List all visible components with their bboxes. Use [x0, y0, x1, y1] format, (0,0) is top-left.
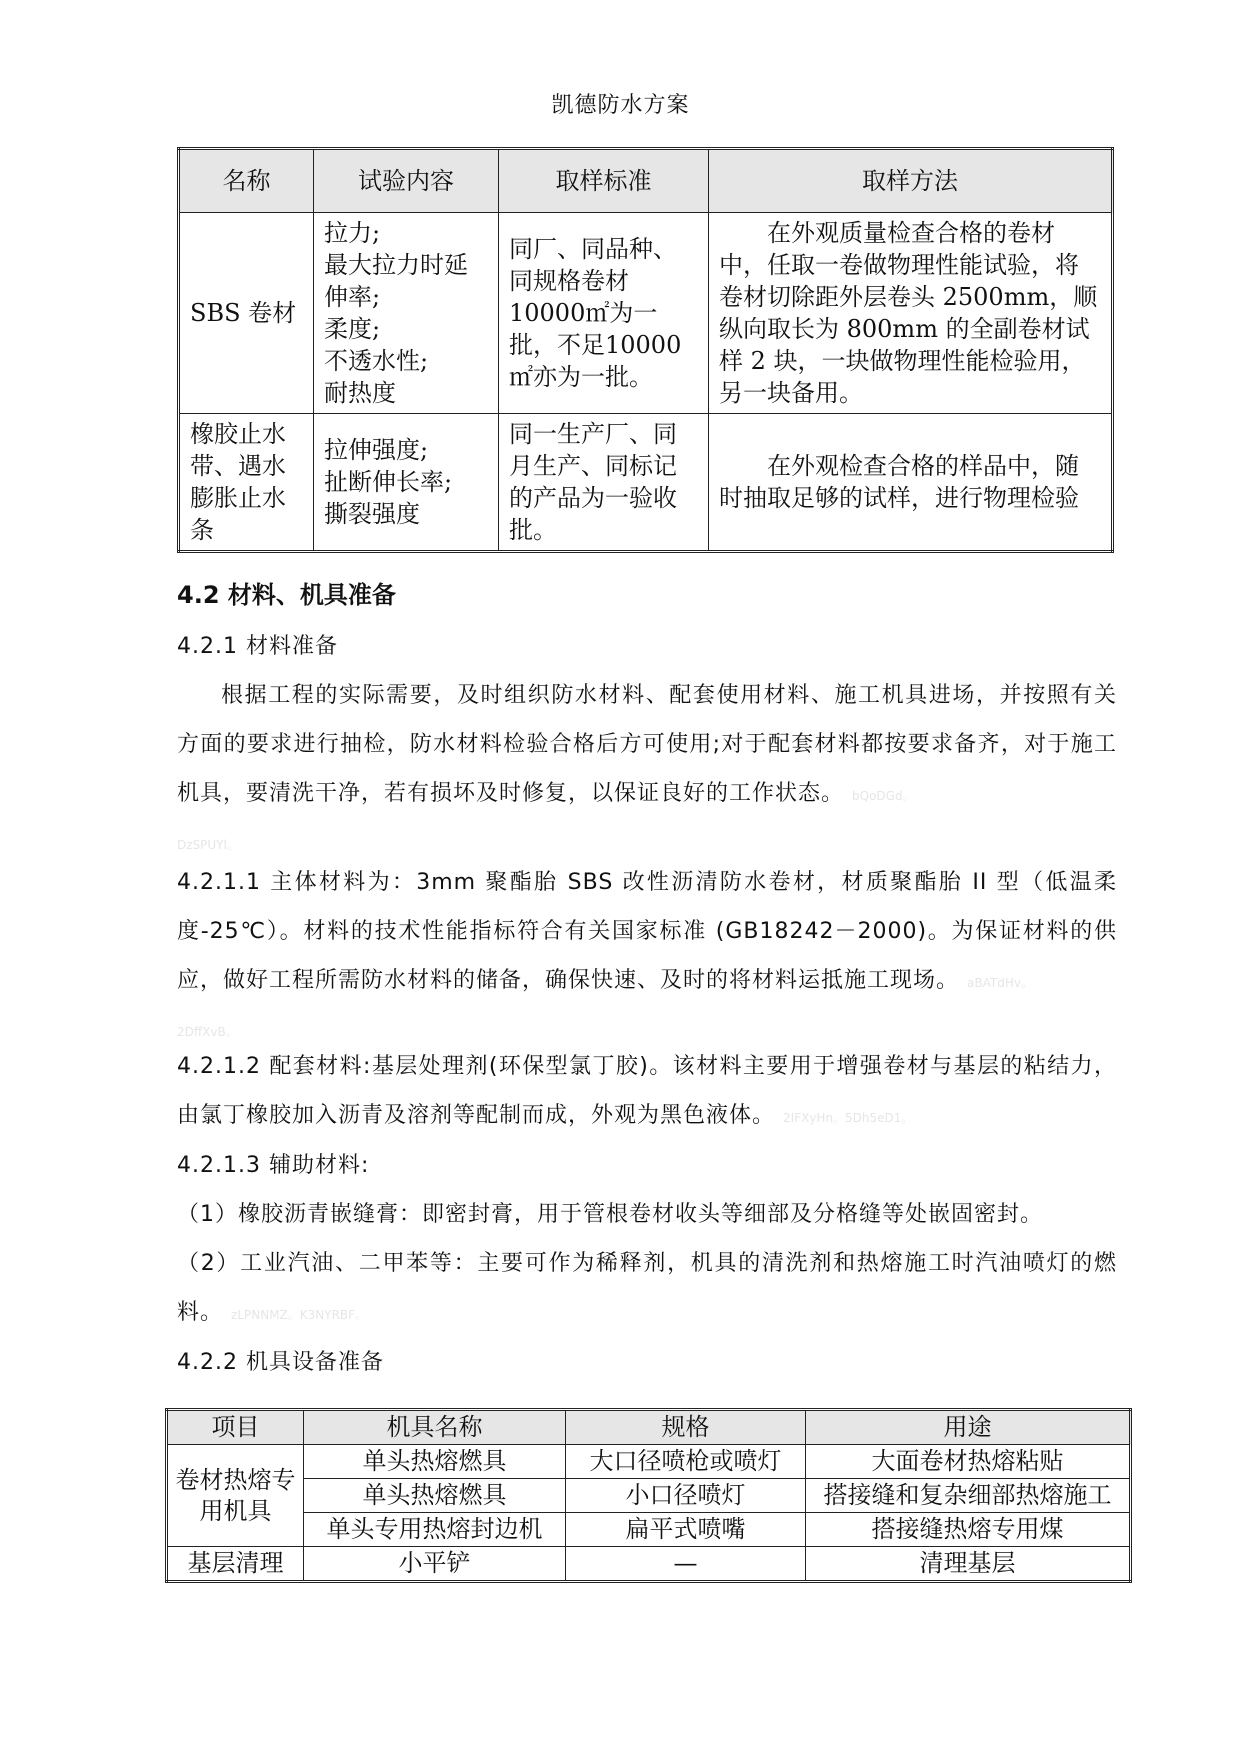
item-group-cell: 基层清理	[167, 1547, 304, 1582]
header-cell: 规格	[566, 1410, 806, 1445]
spec-cell: 小口径喷灯	[566, 1479, 806, 1513]
paragraph	[177, 858, 1117, 1008]
test-content-cell: 拉力; 最大拉力时延伸率; 柔度; 不透水性; 耐热度	[314, 213, 499, 414]
header-cell: 取样方法	[709, 149, 1113, 213]
usage-cell: 搭接缝和复杂细部热熔施工	[806, 1479, 1131, 1513]
table-row	[179, 213, 1113, 414]
hidden-mark: zLPNNMZ。K3NYRBF。	[231, 1308, 368, 1322]
hidden-mark: aBATdHv。	[967, 976, 1033, 990]
equipment-name-cell: 单头热熔燃具	[304, 1479, 566, 1513]
header-cell: 取样标准	[499, 149, 709, 213]
hidden-mark: bQoDGd。	[852, 789, 915, 803]
table-header-row	[179, 149, 1113, 213]
header-cell: 机具名称	[304, 1410, 566, 1445]
usage-cell: 大面卷材热熔粘贴	[806, 1445, 1131, 1479]
sampling-method-cell: 在外观检查合格的样品中，随时抽取足够的试样，进行物理检验	[709, 414, 1113, 552]
header-cell: 试验内容	[314, 149, 499, 213]
paragraph	[177, 671, 1117, 821]
subsection-heading: 4.2.1 材料准备	[177, 634, 338, 659]
table-row	[167, 1547, 1131, 1582]
sampling-table	[177, 147, 1114, 553]
sampling-standard-cell: 同一生产厂、同月生产、同标记的产品为一验收批。	[499, 414, 709, 552]
item-group-cell: 卷材热熔专用机具	[167, 1445, 304, 1547]
paragraph-text: 4.2.1.1 主体材料为：3mm 聚酯胎 SBS 改性沥清防水卷材，材质聚酯胎 II 型（低温柔度-25℃）。材料的技术性能指标符合有关国家标准 (GB18242－2000)。为保证材料的供应，做好工程所需防水材料的储备，确保快速、及时的将材料运抵施工现场。	[177, 870, 1117, 993]
test-content-cell: 拉伸强度; 扯断伸长率; 撕裂强度	[314, 414, 499, 552]
spec-cell: 扁平式喷嘴	[566, 1513, 806, 1547]
usage-cell: 搭接缝热熔专用煤	[806, 1513, 1131, 1547]
equipment-name-cell: 小平铲	[304, 1547, 566, 1582]
material-name-cell: 橡胶止水带、遇水膨胀止水条	[179, 414, 314, 552]
table-header-row	[167, 1410, 1131, 1445]
paragraph: 4.2.1.3 辅助材料:	[177, 1153, 370, 1178]
hidden-mark: 2IFXyHn。5Dh5eD1。	[783, 1111, 914, 1125]
spec-cell: 大口径喷枪或喷灯	[566, 1445, 806, 1479]
section-heading: 4.2 材料、机具准备	[177, 581, 396, 609]
paragraph-text: 4.2.1.2 配套材料:基层处理剂(环保型氯丁胶)。该材料主要用于增强卷材与基层的粘结力，由氯丁橡胶加入沥青及溶剂等配制而成，外观为黑色液体。	[177, 1054, 1117, 1128]
material-name-cell: SBS 卷材	[179, 213, 314, 414]
equipment-name-cell: 单头热熔燃具	[304, 1445, 566, 1479]
paragraph	[177, 1042, 1117, 1143]
header-cell: 用途	[806, 1410, 1131, 1445]
table-row	[167, 1479, 1131, 1513]
paragraph-text: （2）工业汽油、二甲苯等：主要可作为稀释剂，机具的清洗剂和热熔施工时汽油喷灯的燃料。	[177, 1251, 1117, 1325]
table-row	[167, 1513, 1131, 1547]
paragraph	[177, 1239, 1117, 1340]
hidden-mark: 2DffXvB。	[177, 1025, 238, 1039]
header-cell: 项目	[167, 1410, 304, 1445]
header-cell: 名称	[179, 149, 314, 213]
equipment-name-cell: 单头专用热熔封边机	[304, 1513, 566, 1547]
sampling-standard-cell: 同厂、同品种、同规格卷材 10000㎡为一批，不足10000㎡亦为一批。	[499, 213, 709, 414]
usage-cell: 清理基层	[806, 1547, 1131, 1582]
hidden-mark: DzSPUYl。	[177, 838, 239, 852]
subsection-heading: 4.2.2 机具设备准备	[177, 1350, 384, 1375]
page-header: 凯德防水方案	[551, 93, 690, 118]
paragraph-text: 根据工程的实际需要，及时组织防水材料、配套使用材料、施工机具进场，并按照有关方面的要求进行抽检，防水材料检验合格后方可使用;对于配套材料都按要求备齐，对于施工机具，要清洗干净，若有损坏及时修复，以保证良好的工作状态。	[177, 683, 1117, 806]
spec-cell: —	[566, 1547, 806, 1582]
table-row	[179, 414, 1113, 552]
sampling-method-cell: 在外观质量检查合格的卷材中，任取一卷做物理性能试验，将卷材切除距外层卷头 2500mm，顺纵向取长为 800mm 的全副卷材试样 2 块，一块做物理性能检验用，另一块备用。	[709, 213, 1113, 414]
paragraph: （1）橡胶沥青嵌缝膏：即密封膏，用于管根卷材收头等细部及分格缝等处嵌固密封。	[177, 1202, 1043, 1227]
table-row	[167, 1445, 1131, 1479]
equipment-table	[165, 1408, 1132, 1583]
